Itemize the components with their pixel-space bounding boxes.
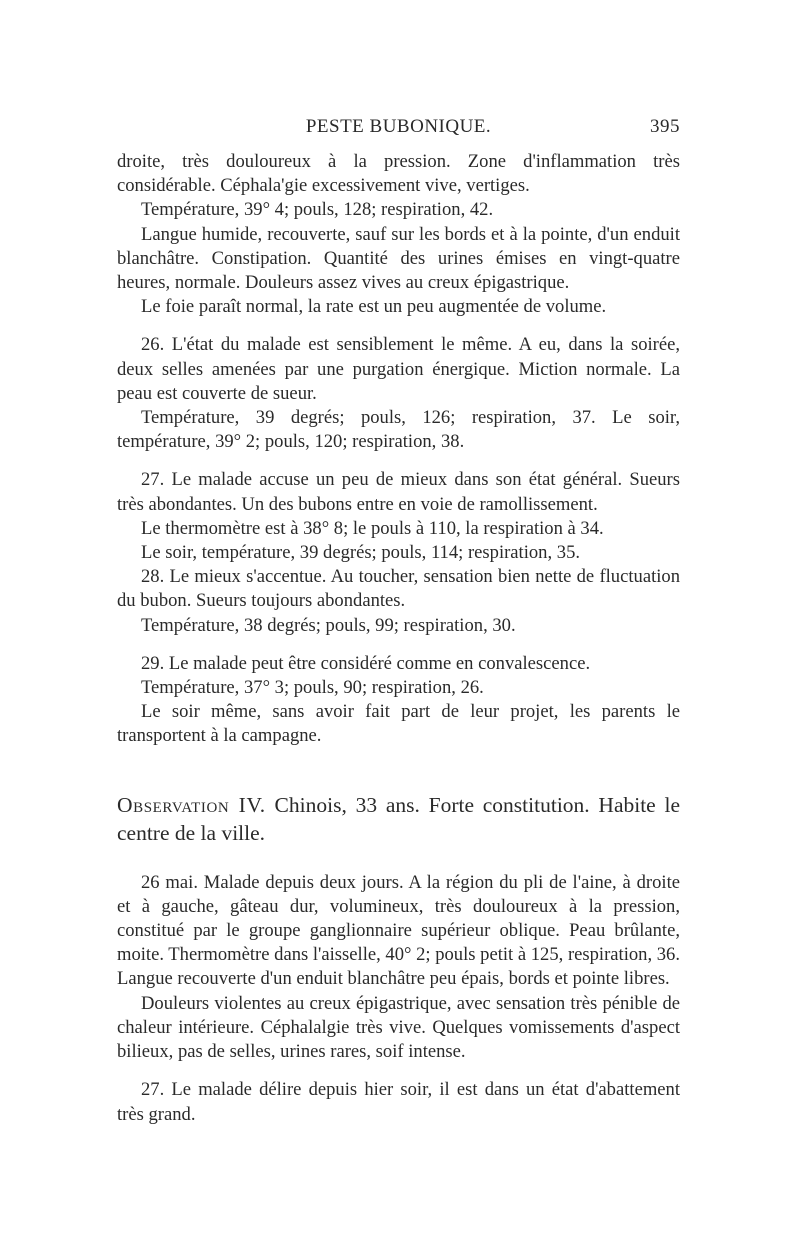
page-header — [117, 116, 680, 142]
running-title: PESTE BUBONIQUE. — [305, 116, 492, 137]
paragraph: droite, très douloureux à la pression. Zone d'inflammation très considérable. Céphala'gie excessivement vive, vertiges. — [117, 151, 680, 197]
paragraph: 27. Le malade délire depuis hier soir, il est dans un état d'abattement très grand. — [117, 1079, 680, 1125]
observation-text: Chinois, 33 ans. Forte constitution. Habite le centre de la ville. — [117, 792, 680, 845]
paragraph: Température, 39° 4; pouls, 128; respiration, 42. — [141, 199, 494, 221]
paragraph: 27. Le malade accuse un peu de mieux dans son état général. Sueurs très abondantes. Un des bubons entre en voie de ramollissement. — [117, 469, 680, 515]
paragraph: Langue humide, recouverte, sauf sur les bords et à la pointe, d'un enduit blanchâtre. Constipation. Quantité des urines émises en vingt-quatre heures, normale. Douleurs assez vives au creux épigastrique. — [117, 223, 680, 294]
paragraph: Le thermomètre est à 38° 8; le pouls à 110, la respiration à 34. — [141, 517, 604, 539]
paragraph: Température, 38 degrés; pouls, 99; respiration, 30. — [141, 614, 516, 636]
page-number: 395 — [650, 116, 680, 137]
paragraph: 26. L'état du malade est sensiblement le même. A eu, dans la soirée, deux selles amenées par une purgation énergique. Miction normale. La peau est couverte de sueur. — [117, 334, 680, 404]
observation-heading — [117, 791, 680, 847]
paragraph: Le foie paraît normal, la rate est un peu augmentée de volume. — [141, 296, 607, 318]
paragraph: Le soir même, sans avoir fait part de leur projet, les parents le transportent à la campagne. — [117, 701, 680, 747]
paragraph: Température, 39 degrés; pouls, 126; respiration, 37. Le soir, température, 39° 2; pouls, 120; respiration, 38. — [117, 407, 680, 453]
paragraph: 28. Le mieux s'accentue. Au toucher, sensation bien nette de fluctuation du bubon. Sueurs toujours abondantes. — [117, 566, 680, 612]
page-body — [117, 150, 680, 1127]
paragraph: Température, 37° 3; pouls, 90; respiration, 26. — [141, 677, 484, 699]
paragraph: 29. Le malade peut être considéré comme en convalescence. — [141, 652, 591, 674]
paragraph: Douleurs violentes au creux épigastrique, avec sensation très pénible de chaleur intérieure. Céphalalgie très vive. Quelques vomissements d'aspect bilieux, pas de selles, urines rares, soif intense. — [117, 992, 680, 1063]
paragraph: 26 mai. Malade depuis deux jours. A la région du pli de l'aine, à droite et à gauche, gâteau dur, volumineux, très douloureux à la pression, constitué par le groupe ganglionnaire supérieur oblique. Peau brûlante, moite. Thermomètre dans l'aisselle, 40° 2; pouls petit à 125, respiration, 36. Langue recouverte d'un enduit blanchâtre peu épais, bords et pointe libres. — [117, 871, 680, 990]
paragraph: Le soir, température, 39 degrés; pouls, 114; respiration, 35. — [141, 542, 581, 564]
observation-label: Observation IV. — [117, 792, 266, 817]
